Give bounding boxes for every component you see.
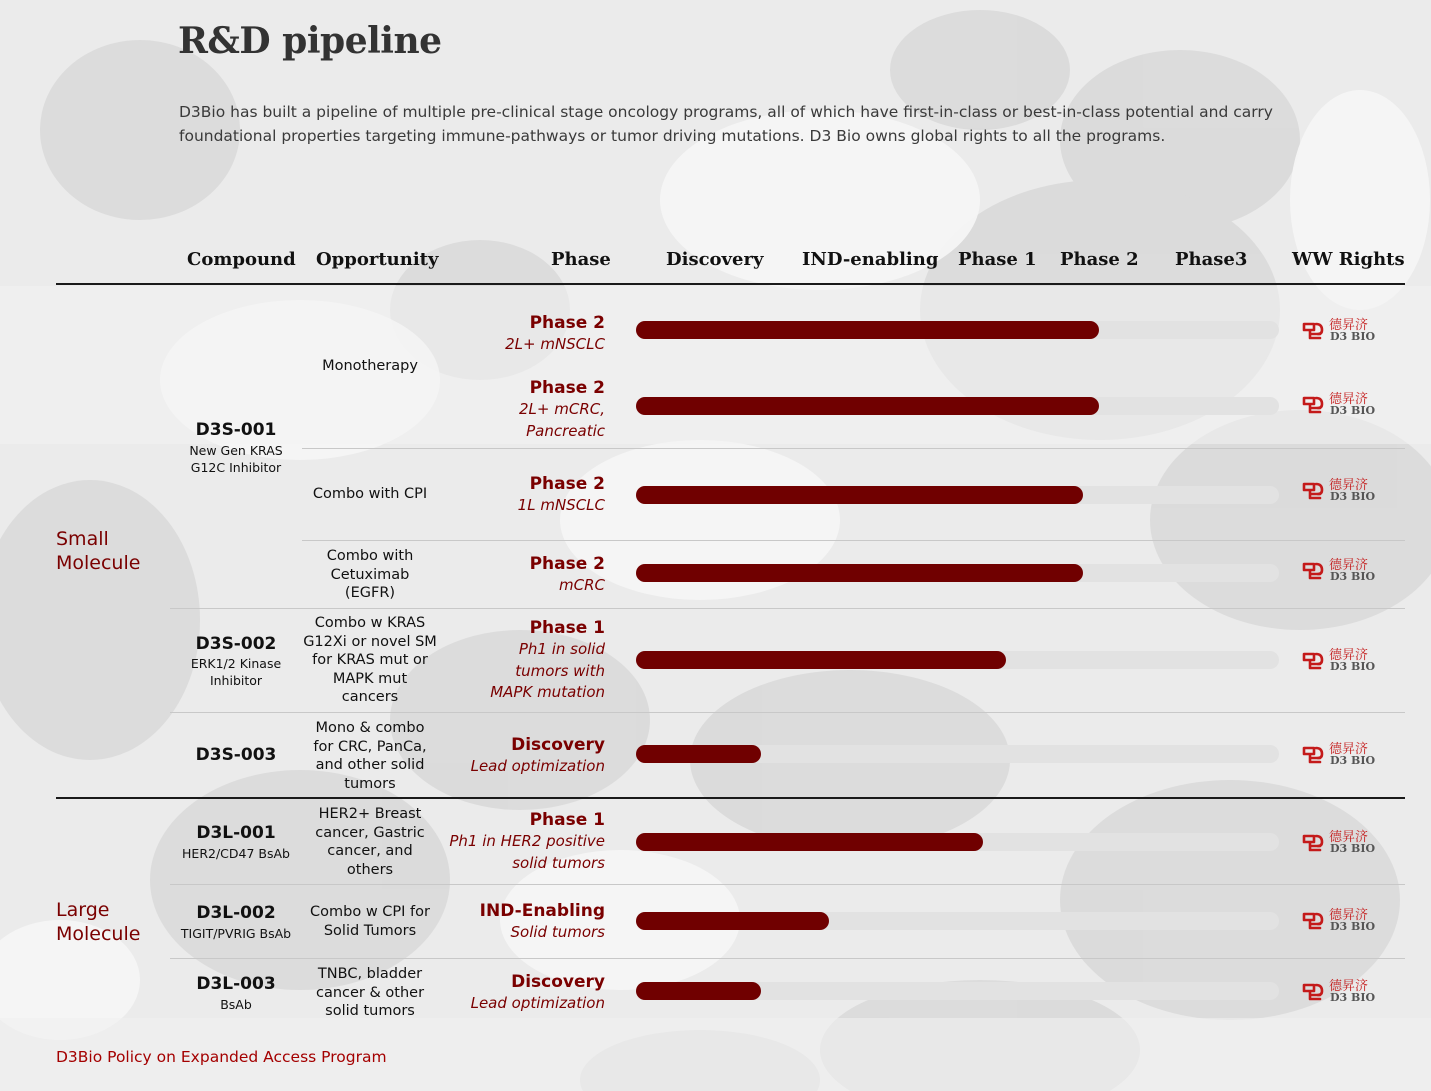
d3bio-mark-icon [1300,981,1326,1003]
phase-detail: mCRC [559,576,605,594]
header-phase2: Phase 2 [1060,249,1139,270]
progress-track [636,486,1279,504]
progress-track [636,651,1279,669]
opportunity-text: Combo with Cetuximab (EGFR) [326,548,414,601]
progress-track [636,833,1279,851]
phase-label: Phase 1 [529,810,605,830]
phase-label: Phase 2 [529,554,605,574]
logo-chinese-text: 德昇济 [1329,478,1369,493]
row-divider [302,448,1405,449]
progress-track [636,321,1279,339]
compound-name: D3S-002 [195,634,277,654]
d3bio-mark-icon [1300,480,1326,502]
row-divider [170,884,1405,885]
page-title: R&D pipeline [178,20,442,62]
intro-paragraph: D3Bio has built a pipeline of multiple pre-clinical stage oncology programs, all of which have first-in-class or best-in-class potential and carry foundational properties targeting immune-pathways or tumor driving mutations. D3 Bio owns global rights to all the programs. [179,103,1273,145]
logo-chinese-text: 德昇济 [1329,648,1369,663]
logo-english-text: D3 BIO [1330,920,1376,933]
phase-label: Discovery [511,735,605,755]
compound-name: D3L-003 [196,974,276,994]
logo-chinese-text: 德昇济 [1329,558,1369,573]
expanded-access-policy-link[interactable]: D3Bio Policy on Expanded Access Program [56,1048,387,1066]
category-large-molecule [56,898,140,946]
row-divider [302,540,1405,541]
d3bio-logo [1300,647,1380,677]
header-divider [56,283,1405,285]
progress-track [636,397,1279,415]
d3bio-mark-icon [1300,320,1326,342]
d3bio-logo [1300,317,1380,347]
logo-english-text: D3 BIO [1330,991,1376,1004]
opportunity-text: Monotherapy [322,358,418,374]
compound-name: D3S-003 [195,745,277,765]
progress-bar [636,912,829,930]
logo-english-text: D3 BIO [1330,570,1376,583]
category-small-molecule [56,527,140,575]
logo-english-text: D3 BIO [1330,404,1376,417]
header-phase3: Phase3 [1175,249,1248,270]
row-divider [170,712,1405,713]
logo-chinese-text: 德昇济 [1329,318,1369,333]
d3bio-logo [1300,741,1380,771]
header-opportunity: Opportunity [316,249,439,270]
progress-bar [636,486,1083,504]
progress-bar [636,745,761,763]
progress-bar [636,982,761,1000]
progress-bar [636,564,1083,582]
opportunity-text: Combo w CPI for Solid Tumors [310,904,430,939]
compound-description: HER2/CD47 BsAb [182,846,290,861]
logo-chinese-text: 德昇济 [1329,830,1369,845]
d3bio-logo [1300,829,1380,859]
d3bio-mark-icon [1300,910,1326,932]
opportunity-text: HER2+ Breast cancer, Gastric cancer, and others [315,806,425,878]
progress-bar [636,321,1099,339]
logo-english-text: D3 BIO [1330,842,1376,855]
logo-chinese-text: 德昇济 [1329,908,1369,923]
compound-description: BsAb [220,997,252,1012]
d3bio-logo [1300,978,1380,1008]
logo-english-text: D3 BIO [1330,490,1376,503]
header-ww-rights: WW Rights [1292,249,1405,270]
row-divider [170,608,1405,609]
phase-label: Phase 2 [529,313,605,333]
logo-chinese-text: 德昇济 [1329,742,1369,757]
logo-english-text: D3 BIO [1330,754,1376,767]
phase-detail: 2L+ mCRC, Pancreatic [519,400,605,440]
compound-name: D3S-001 [195,420,277,440]
compound-description: ERK1/2 Kinase Inhibitor [190,656,282,688]
d3bio-logo [1300,907,1380,937]
logo-english-text: D3 BIO [1330,660,1376,673]
compound-name: D3L-001 [196,823,276,843]
category-label: Large Molecule [56,899,141,945]
header-compound: Compound [187,249,296,270]
d3bio-mark-icon [1300,394,1326,416]
header-ind-enabling: IND-enabling [802,249,939,270]
phase-detail: 2L+ mNSCLC [505,335,605,353]
d3bio-mark-icon [1300,832,1326,854]
d3bio-logo [1300,557,1380,587]
d3bio-logo [1300,391,1380,421]
logo-chinese-text: 德昇济 [1329,392,1369,407]
header-discovery: Discovery [666,249,764,270]
category-label: Small Molecule [56,528,141,574]
progress-bar [636,651,1006,669]
d3bio-mark-icon [1300,650,1326,672]
phase-detail: Solid tumors [510,923,605,941]
phase-label: Discovery [511,972,605,992]
logo-chinese-text: 德昇济 [1329,979,1369,994]
header-phase1: Phase 1 [958,249,1037,270]
phase-detail: Lead optimization [470,757,605,775]
phase-detail: Ph1 in solid tumors with MAPK mutation [490,640,605,701]
compound-description: New Gen KRAS G12C Inhibitor [189,443,283,475]
d3bio-mark-icon [1300,744,1326,766]
compound-description: TIGIT/PVRIG BsAb [180,926,292,941]
progress-track [636,745,1279,763]
progress-track [636,564,1279,582]
d3bio-logo [1300,477,1380,507]
header-phase: Phase [551,249,611,270]
phase-detail: Lead optimization [470,994,605,1012]
phase-label: Phase 2 [529,474,605,494]
opportunity-text: TNBC, bladder cancer & other solid tumors [315,966,425,1019]
d3bio-mark-icon [1300,560,1326,582]
phase-detail: 1L mNSCLC [517,496,605,514]
progress-track [636,912,1279,930]
row-divider [170,958,1405,959]
opportunity-text: Combo with CPI [312,486,428,502]
progress-bar [636,397,1099,415]
opportunity-text: Combo w KRAS G12Xi or novel SM for KRAS mut or MAPK mut cancers [303,615,437,705]
category-divider [56,797,1405,799]
phase-label: Phase 2 [529,378,605,398]
phase-label: Phase 1 [529,618,605,638]
phase-detail: Ph1 in HER2 positive solid tumors [449,832,605,872]
compound-name: D3L-002 [196,903,276,923]
opportunity-text: Mono & combo for CRC, PanCa, and other solid tumors [313,720,427,792]
progress-track [636,982,1279,1000]
logo-english-text: D3 BIO [1330,330,1376,343]
progress-bar [636,833,983,851]
phase-label: IND-Enabling [479,901,605,921]
